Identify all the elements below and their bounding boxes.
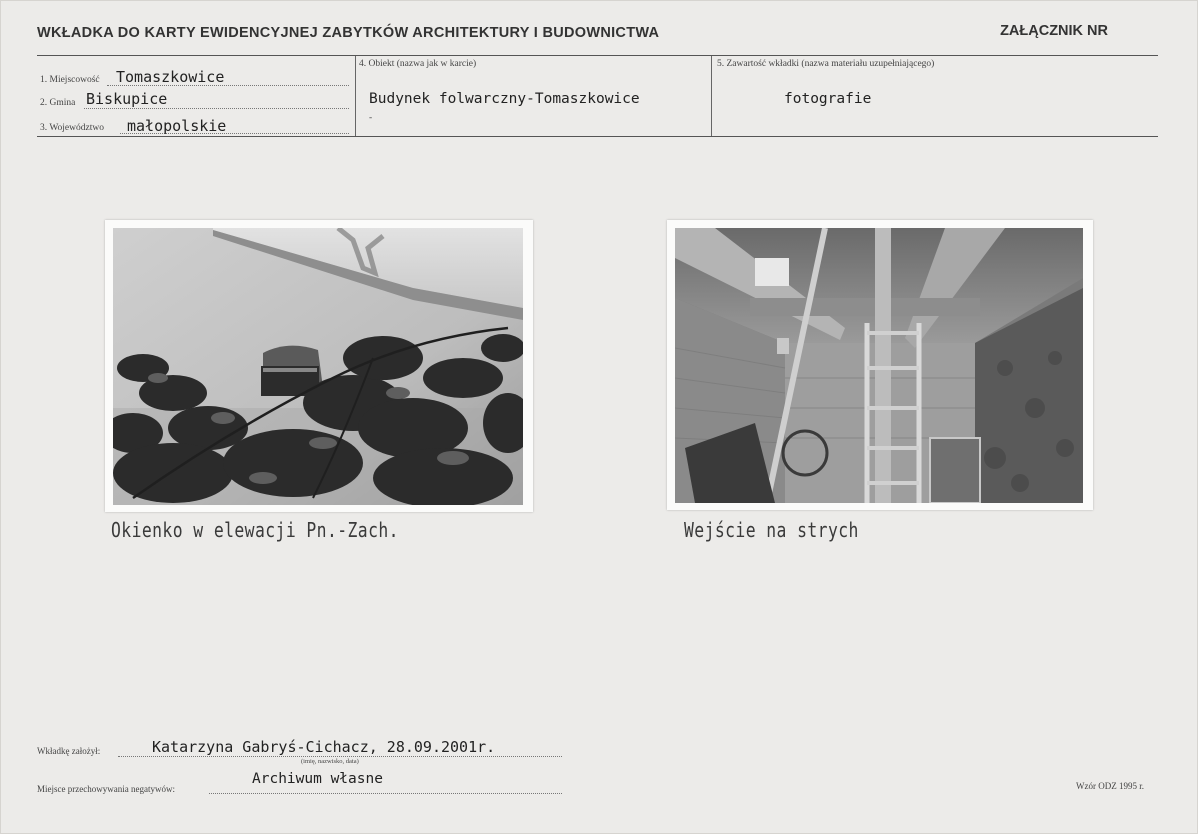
contents-value: fotografie [784, 91, 872, 107]
founded-label: Wkładkę założył: [37, 746, 101, 756]
photo-2-image [675, 228, 1083, 503]
photo-1-caption: Okienko w elewacji Pn.-Zach. [111, 518, 399, 542]
storage-dotted-line [209, 793, 562, 794]
object-mark: - [369, 113, 373, 123]
photo-1-image [113, 228, 523, 505]
header-bottom-rule [37, 136, 1158, 137]
founded-dotted-line [118, 756, 562, 757]
photo-attic-entrance [675, 228, 1083, 503]
document-title: WKŁADKA DO KARTY EWIDENCYJNEJ ZABYTKÓW ARCHITEKTURY I BUDOWNICTWA [37, 25, 660, 41]
column-divider-2 [711, 56, 712, 136]
founded-hint: (imię, nazwisko, data) [301, 758, 359, 765]
founded-value: Katarzyna Gabryś-Cichacz, 28.09.2001r. [152, 738, 496, 756]
object-label: 4. Obiekt (nazwa jak w karcie) [359, 59, 477, 69]
storage-label: Miejsce przechowywania negatywów: [37, 784, 175, 794]
wojewodztwo-label: 3. Województwo [40, 123, 104, 133]
photo-2-mat [667, 220, 1093, 510]
object-value: Budynek folwarczny-Tomaszkowice [369, 91, 640, 107]
form-code: Wzór ODZ 1995 r. [1076, 781, 1144, 791]
gmina-value: Biskupice [86, 90, 168, 108]
annex-label: ZAŁĄCZNIK NR [1000, 23, 1108, 39]
wojewodztwo-value: małopolskie [127, 117, 227, 135]
column-divider-1 [355, 56, 356, 136]
header-top-rule [37, 55, 1158, 56]
storage-value: Archiwum własne [252, 771, 383, 787]
miejscowosc-value: Tomaszkowice [116, 68, 225, 86]
photo-1-mat [105, 220, 533, 512]
photo-2-caption: Wejście na strych [684, 518, 859, 542]
gmina-dotted-line [84, 108, 349, 109]
miejscowosc-label: 1. Miejscowość [40, 75, 100, 85]
gmina-label: 2. Gmina [40, 98, 76, 108]
photo-window-facade [113, 228, 523, 505]
contents-label: 5. Zawartość wkładki (nazwa materiału uzupełniającego) [717, 59, 935, 69]
